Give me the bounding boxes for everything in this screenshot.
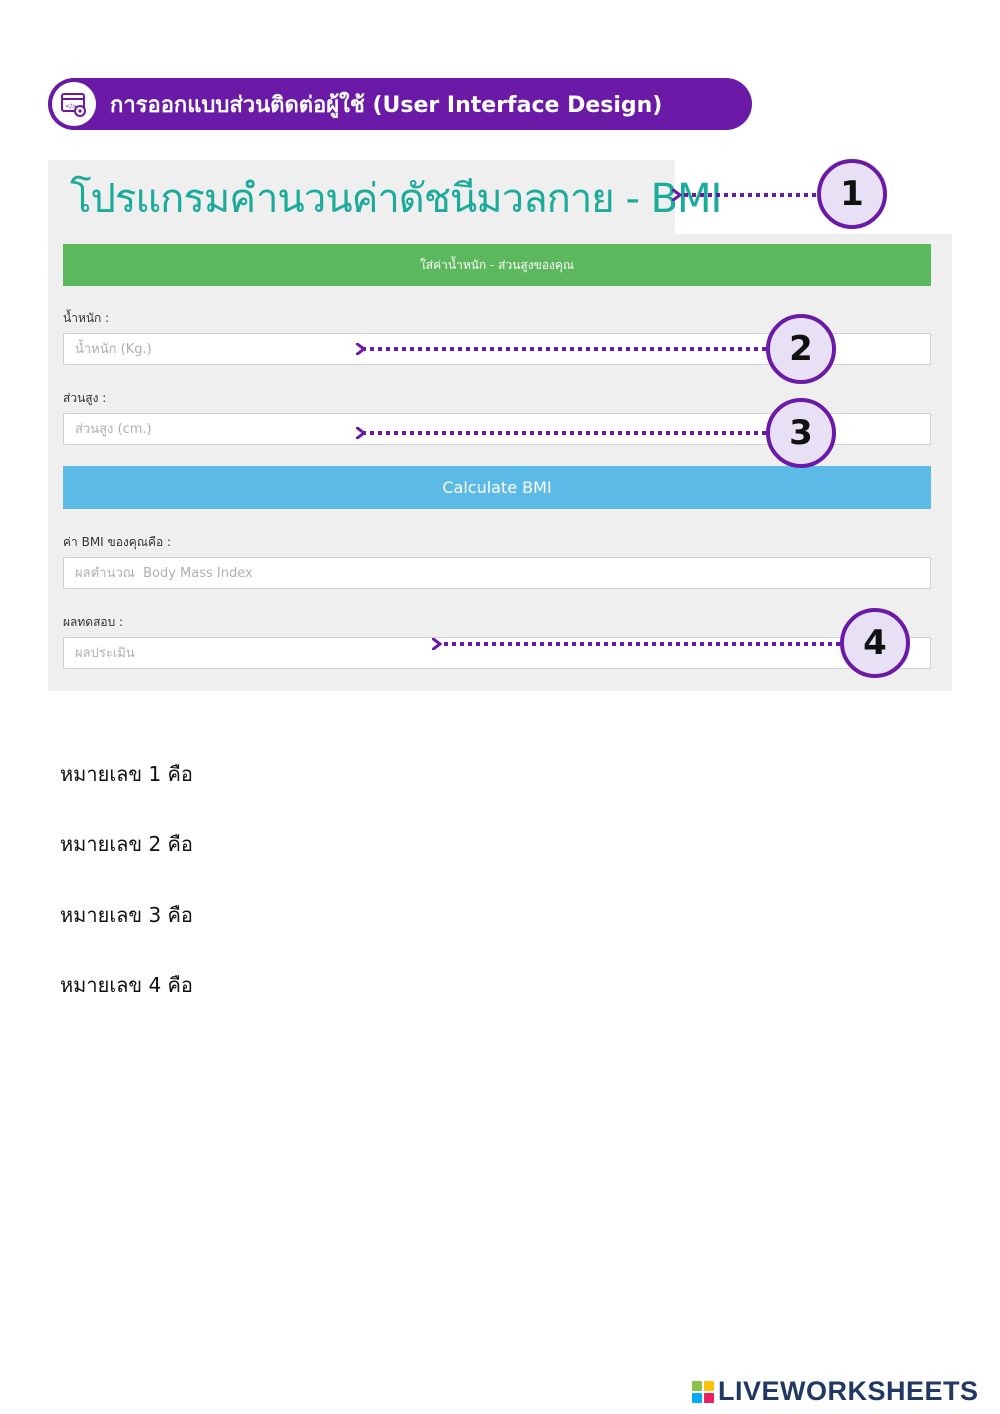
liveworksheets-logo-icon [692, 1381, 714, 1403]
callout-2: 2 [766, 314, 836, 384]
assessment-output-field[interactable] [63, 637, 931, 669]
section-header-banner [48, 78, 752, 130]
question-1: หมายเลข 1 คือ [60, 762, 193, 786]
section-title: การออกแบบส่วนติดต่อผู้ใช้ (User Interface Design) [110, 92, 663, 118]
brand-name: LIVEWORKSHEETS [718, 1376, 979, 1406]
bmi-output-field[interactable] [63, 557, 931, 589]
calculate-bmi-button[interactable]: Calculate BMI [63, 466, 931, 509]
callout-4: 4 [840, 608, 910, 678]
app-title: โปรแกรมคำนวนค่าดัชนีมวลกาย - BMI [70, 176, 722, 222]
weight-label: น้ำหนัก : [63, 311, 110, 325]
callout-1: 1 [817, 159, 887, 229]
liveworksheets-brand [692, 1376, 979, 1407]
form-header-bar [63, 244, 931, 286]
browser-settings-icon [52, 82, 96, 126]
app-title-box [48, 160, 722, 234]
question-2: หมายเลข 2 คือ [60, 832, 193, 856]
form-header-label: ใส่ค่าน้ำหนัก - ส่วนสูงของคุณ [419, 257, 575, 272]
svg-text:</>: </> [65, 103, 78, 110]
question-3: หมายเลข 3 คือ [60, 903, 193, 927]
height-label: ส่วนสูง : [63, 391, 107, 405]
question-4: หมายเลข 4 คือ [60, 973, 193, 997]
bmi-result-label: ค่า BMI ของคุณคือ : [63, 535, 172, 549]
callout-3: 3 [766, 398, 836, 468]
assessment-label: ผลทดสอบ : [63, 615, 124, 629]
